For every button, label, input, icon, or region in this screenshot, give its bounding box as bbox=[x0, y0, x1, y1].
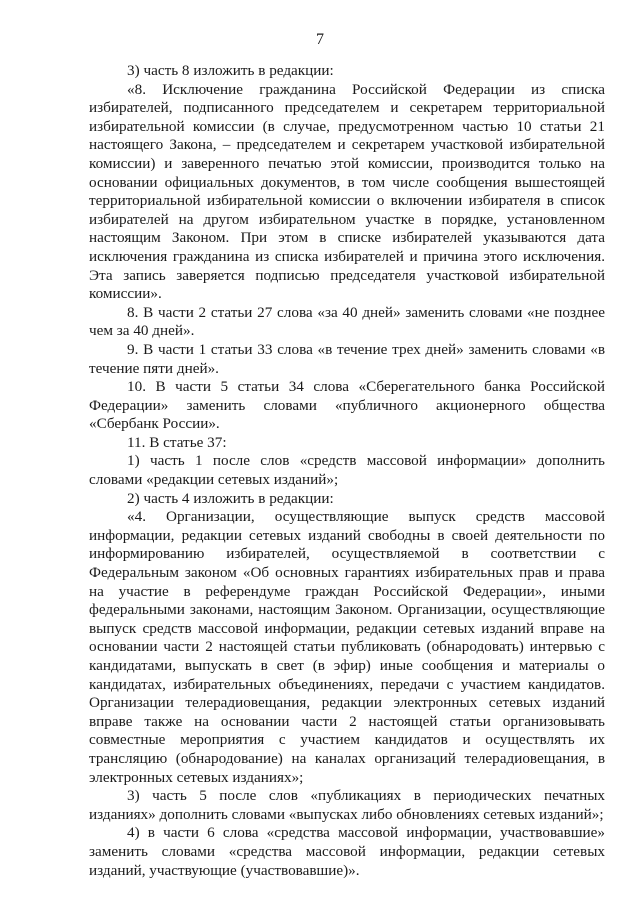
paragraph-subitem-2: 2) часть 4 изложить в редакции: bbox=[127, 489, 334, 507]
paragraph-part-4-text: «4. Организации, осуществляющие выпуск средств массовой информации, редакции сетевых изданий свободны в своей деятельности по информированию избирателей, осуществляемой в соответствии с Федеральным законом «Об основных гарантиях избирательных прав и права на участие в референдуме граждан Российской Федерации», иными федеральными законами, настоящим Законом. Организации, осуществляющие выпуск средств массовой информации, редакции сетевых изданий вправе на основании части 2 настоящей статьи публиковать (обнародовать) интервью с кандидатами, выпускать в свет (в эфир) иные сообщения и материалы о кандидатах, избирательных объединениях, передачи с участием кандидатов. Организации телерадиовещания, редакции электронных сетевых изданий вправе также на основании части 2 настоящей статьи организовывать совместные мероприятия с участием кандидатов и осуществлять их трансляцию (обнародование) на каналах организаций телерадиовещания, в электронных сетевых изданиях»; bbox=[89, 508, 605, 786]
paragraph-item-8: 8. В части 2 статьи 27 слова «за 40 дней» заменить словами «не позднее чем за 40 дней». bbox=[89, 303, 605, 340]
page-number: 7 bbox=[316, 31, 324, 48]
paragraph-item-10: 10. В части 5 статьи 34 слова «Сберегательного банка Российской Федерации» заменить словами «публичного акционерного общества «Сбербанк России». bbox=[89, 378, 605, 433]
paragraph-item-3-intro: 3) часть 8 изложить в редакции: bbox=[127, 62, 334, 79]
document-body bbox=[89, 62, 605, 880]
paragraph-item-11: 11. В статье 37: bbox=[127, 433, 227, 451]
paragraph-part-8-text: «8. Исключение гражданина Российской Федерации из списка избирателей, подписанного председателем и секретарем территориальной избирательной комиссии (в случае, предусмотренном частью 10 статьи 21 настоящего Закона, – председателем и секретарем участковой избирательной комиссии) и заверенного печатью этой комиссии, производится только на основании официальных документов, в том числе сообщения вышестоящей территориальной избирательной комиссии о включении избирателя в список избирателей на другом избирательном участке в порядке, установленном настоящим Законом. При этом в списке избирателей указываются дата исключения гражданина из списка избирателей и причина этого исключения. Эта запись заверяется подписью председателя участковой избирательной комиссии». bbox=[89, 80, 605, 303]
paragraph-subitem-4: 4) в части 6 слова «средства массовой информации, участвовавшие» заменить словами «средства массовой информации, редакции сетевых изданий, участвующие (участвовавшие)». bbox=[89, 824, 605, 879]
paragraph-item-9: 9. В части 1 статьи 33 слова «в течение трех дней» заменить словами «в течение пяти дней». bbox=[89, 340, 605, 377]
paragraph-subitem-1: 1) часть 1 после слов «средств массовой информации» дополнить словами «редакции сетевых изданий»; bbox=[89, 452, 605, 489]
paragraph-subitem-3: 3) часть 5 после слов «публикациях в периодических печатных изданиях» дополнить словами «выпусках либо обновлениях сетевых изданий»; bbox=[89, 787, 605, 823]
